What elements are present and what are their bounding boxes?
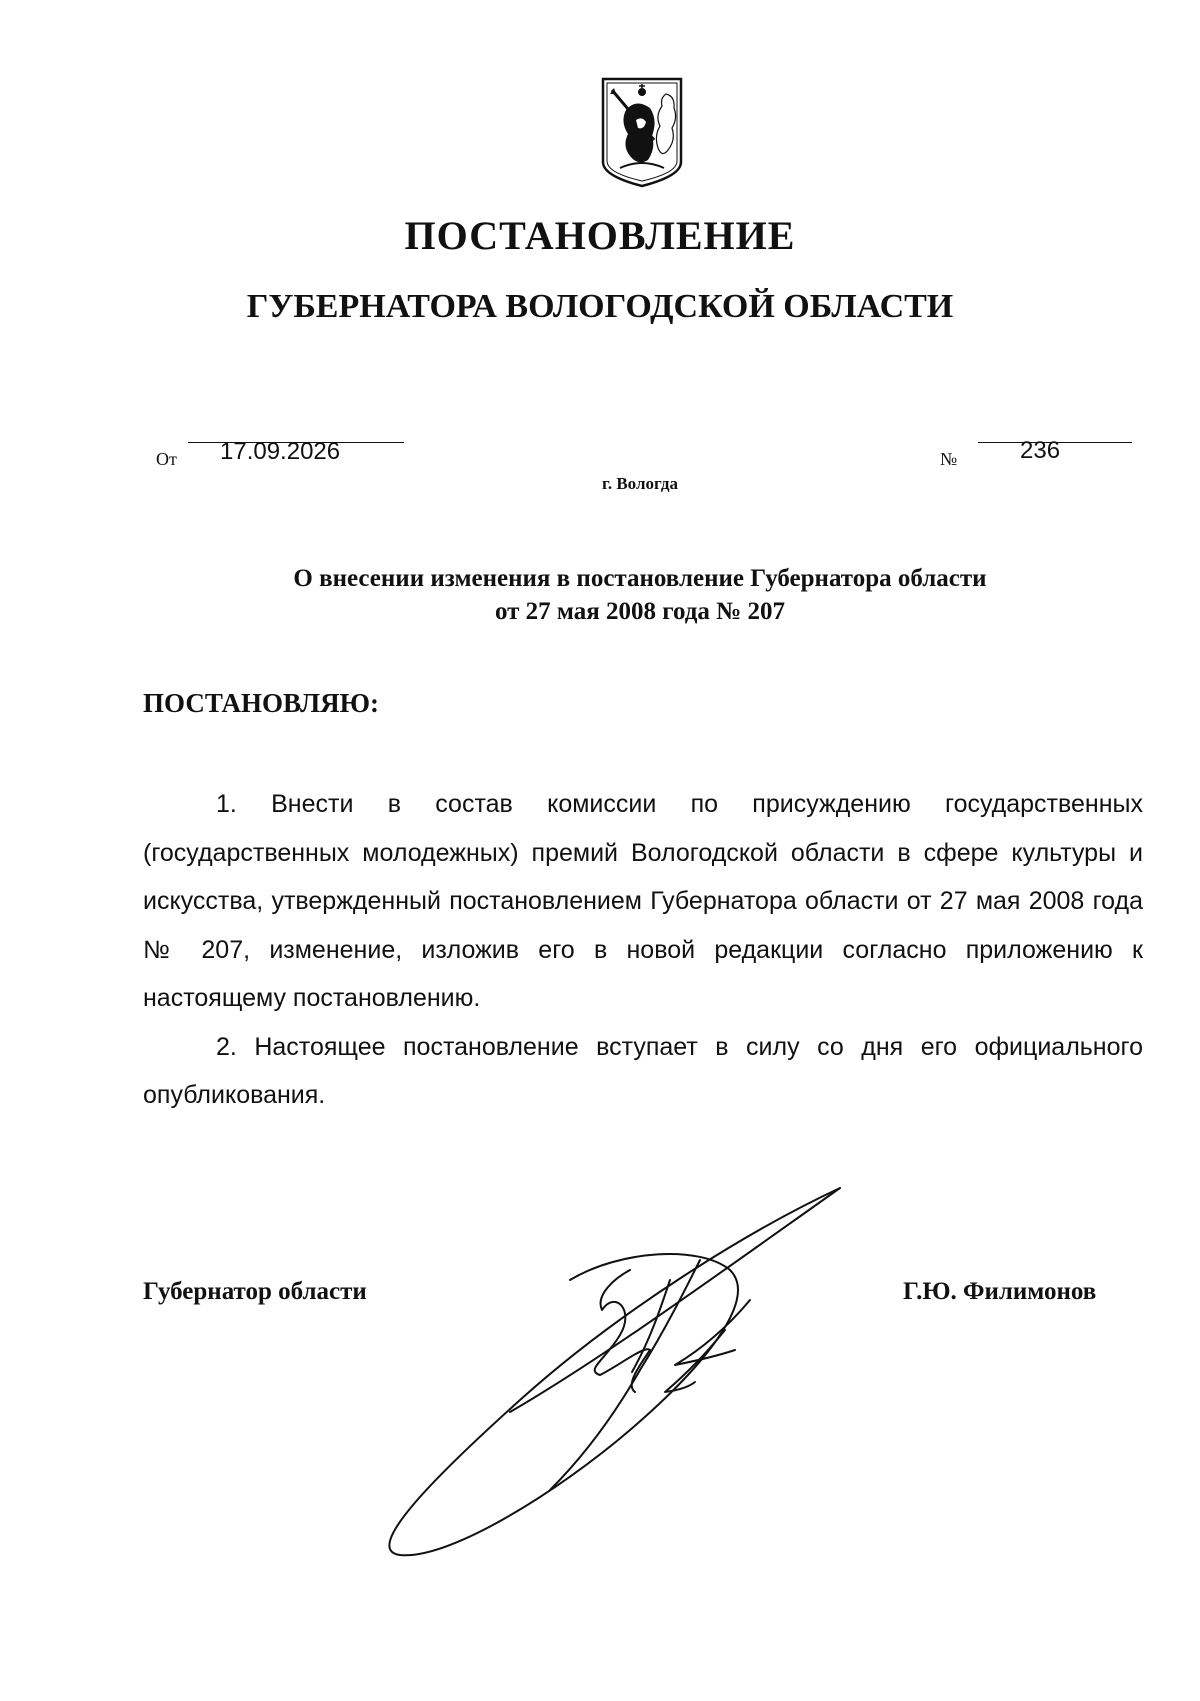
subject-line-1: О внесении изменения в постановление Губернатора области: [293, 565, 987, 592]
document-number: 236: [1020, 437, 1061, 464]
signature-icon: [370, 1160, 930, 1560]
document-body: [143, 780, 1143, 1120]
document-subject: [140, 562, 1140, 628]
paragraph-1: 1. Внести в состав комиссии по присуждению государственных (государственных молодежных) премий Вологодской области в сфере культуры и искусства, утвержденный постановлением Губернатора области от 27 мая 2008 года № 207, изменение, изложив его в новой редакции согласно приложению к настоящему постановлению.: [143, 790, 1143, 1012]
city-name: г. Вологда: [602, 474, 678, 493]
signer-title: Губернатор области: [143, 1278, 367, 1305]
number-label: №: [940, 449, 958, 469]
subject-line-2: от 27 мая 2008 года № 207: [494, 598, 786, 625]
paragraph-2: 2. Настоящее постановление вступает в силу со дня его официального опубликования.: [143, 1032, 1143, 1109]
document-type-title: ПОСТАНОВЛЕНИЕ: [404, 213, 796, 258]
date-label: От: [156, 449, 177, 469]
issuing-authority: ГУБЕРНАТОРА ВОЛОГОДСКОЙ ОБЛАСТИ: [246, 288, 954, 325]
signer-name: Г.Ю. Филимонов: [903, 1278, 1097, 1305]
coat-of-arms-icon: [600, 76, 684, 188]
document-date: 17.09.2026: [220, 438, 341, 465]
decree-heading: ПОСТАНОВЛЯЮ:: [143, 688, 379, 718]
